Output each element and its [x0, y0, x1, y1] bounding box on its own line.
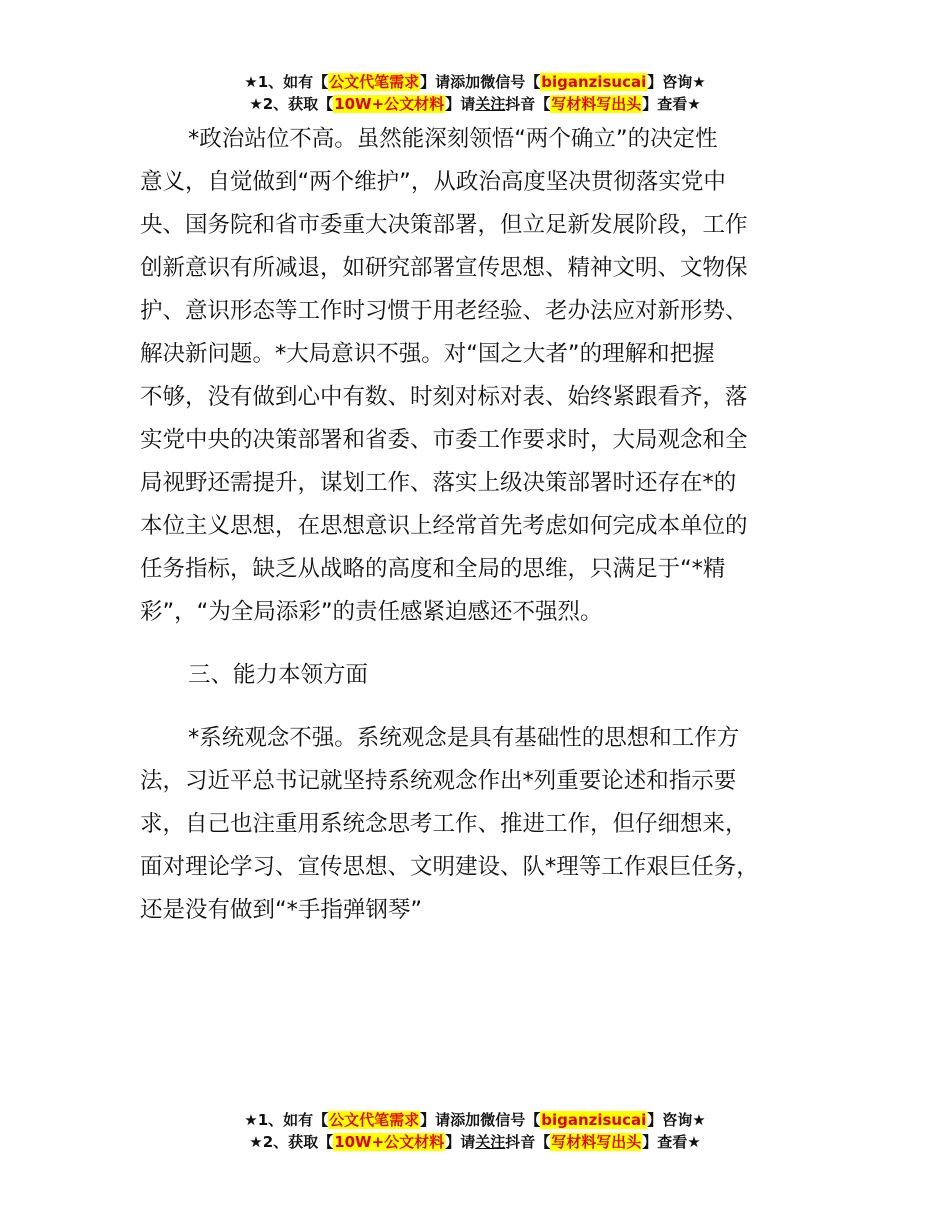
- text-line: 护、意识形态等工作时习惯于用老经验、老办法应对新形势、: [140, 298, 748, 324]
- banner-text: ★1、如有【: [244, 73, 329, 91]
- banner-underlined-text: 关注: [475, 1133, 506, 1151]
- banner-highlight: 10W+公文材料: [334, 1133, 445, 1151]
- banner-text: ★2、获取【: [249, 1133, 334, 1151]
- banner-line-2: [0, 1132, 950, 1154]
- text-line: 任务指标，缺乏从战略的高度和全局的思维，只满足于“*精: [140, 556, 726, 582]
- text-line: 还是没有做到“*手指弹钢琴”: [140, 897, 423, 923]
- banner-line-1: [0, 1110, 950, 1132]
- douyin-highlight: 写材料写出头: [551, 1133, 642, 1151]
- banner-text: ★1、如有【: [244, 1111, 329, 1129]
- text-line: 央、国务院和省市委重大决策部署，但立足新发展阶段，工作: [140, 212, 748, 238]
- text-line: 面对理论学习、宣传思想、文明建设、队*理等工作艰巨任务，: [140, 854, 759, 880]
- banner-text: 微信号【: [480, 1111, 541, 1129]
- paragraph-political-stance: [140, 118, 840, 634]
- douyin-highlight: 写材料写出头: [551, 95, 642, 113]
- text-line: 创新意识有所减退，如研究部署宣传思想、精神文明、文物保: [140, 255, 748, 281]
- paragraph-system-concept: [140, 717, 840, 932]
- banner-text: ★2、获取【: [249, 95, 334, 113]
- section-heading: 三、能力本领方面: [188, 662, 369, 688]
- text-line: 局视野还需提升，谋划工作、落实上级决策部署时还存在*的: [140, 470, 737, 496]
- banner-text: 抖音【: [505, 1133, 551, 1151]
- banner-text: 】查看★: [642, 1133, 701, 1151]
- banner-line-2: [0, 94, 950, 116]
- wechat-id-highlight: biganzisucai: [541, 1111, 647, 1129]
- banner-text: 】请: [445, 95, 476, 113]
- banner-underlined-text: 关注: [475, 95, 506, 113]
- header-banner: [0, 72, 950, 116]
- banner-text: 】请添加: [420, 73, 481, 91]
- banner-highlight: 10W+公文材料: [334, 95, 445, 113]
- text-line: 本位主义思想，在思想意识上经常首先考虑如何完成本单位的: [140, 513, 748, 539]
- banner-text: 】咨询★: [647, 1111, 706, 1129]
- footer-banner: [0, 1110, 950, 1154]
- banner-highlight: 公文代笔需求: [329, 1111, 420, 1129]
- text-line: 彩”，“为全局添彩”的责任感紧迫感还不强烈。: [140, 599, 603, 625]
- text-line: 实党中央的决策部署和省委、市委工作要求时，大局观念和全: [140, 427, 748, 453]
- banner-text: 】请: [445, 1133, 476, 1151]
- banner-text: 】查看★: [642, 95, 701, 113]
- banner-text: 微信号【: [480, 73, 541, 91]
- text-line: 解决新问题。*大局意识不强。对“国之大者”的理解和把握: [140, 341, 715, 367]
- text-line: *系统观念不强。系统观念是具有基础性的思想和工作方: [188, 725, 740, 751]
- banner-text: 】咨询★: [647, 73, 706, 91]
- banner-line-1: [0, 72, 950, 94]
- text-line: 求，自己也注重用系统念思考工作、推进工作，但仔细想来，: [140, 811, 748, 837]
- text-line: 不够，没有做到心中有数、时刻对标对表、始终紧跟看齐，落: [140, 384, 748, 410]
- wechat-id-highlight: biganzisucai: [541, 73, 647, 91]
- document-body: [140, 118, 840, 932]
- text-line: 法，习近平总书记就坚持系统观念作出*列重要论述和指示要: [140, 768, 737, 794]
- banner-text: 】请添加: [420, 1111, 481, 1129]
- banner-text: 抖音【: [505, 95, 551, 113]
- text-line: *政治站位不高。虽然能深刻领悟“两个确立”的决定性: [188, 126, 718, 152]
- banner-highlight: 公文代笔需求: [329, 73, 420, 91]
- text-line: 意义，自觉做到“两个维护”，从政治高度坚决贯彻落实党中: [140, 169, 726, 195]
